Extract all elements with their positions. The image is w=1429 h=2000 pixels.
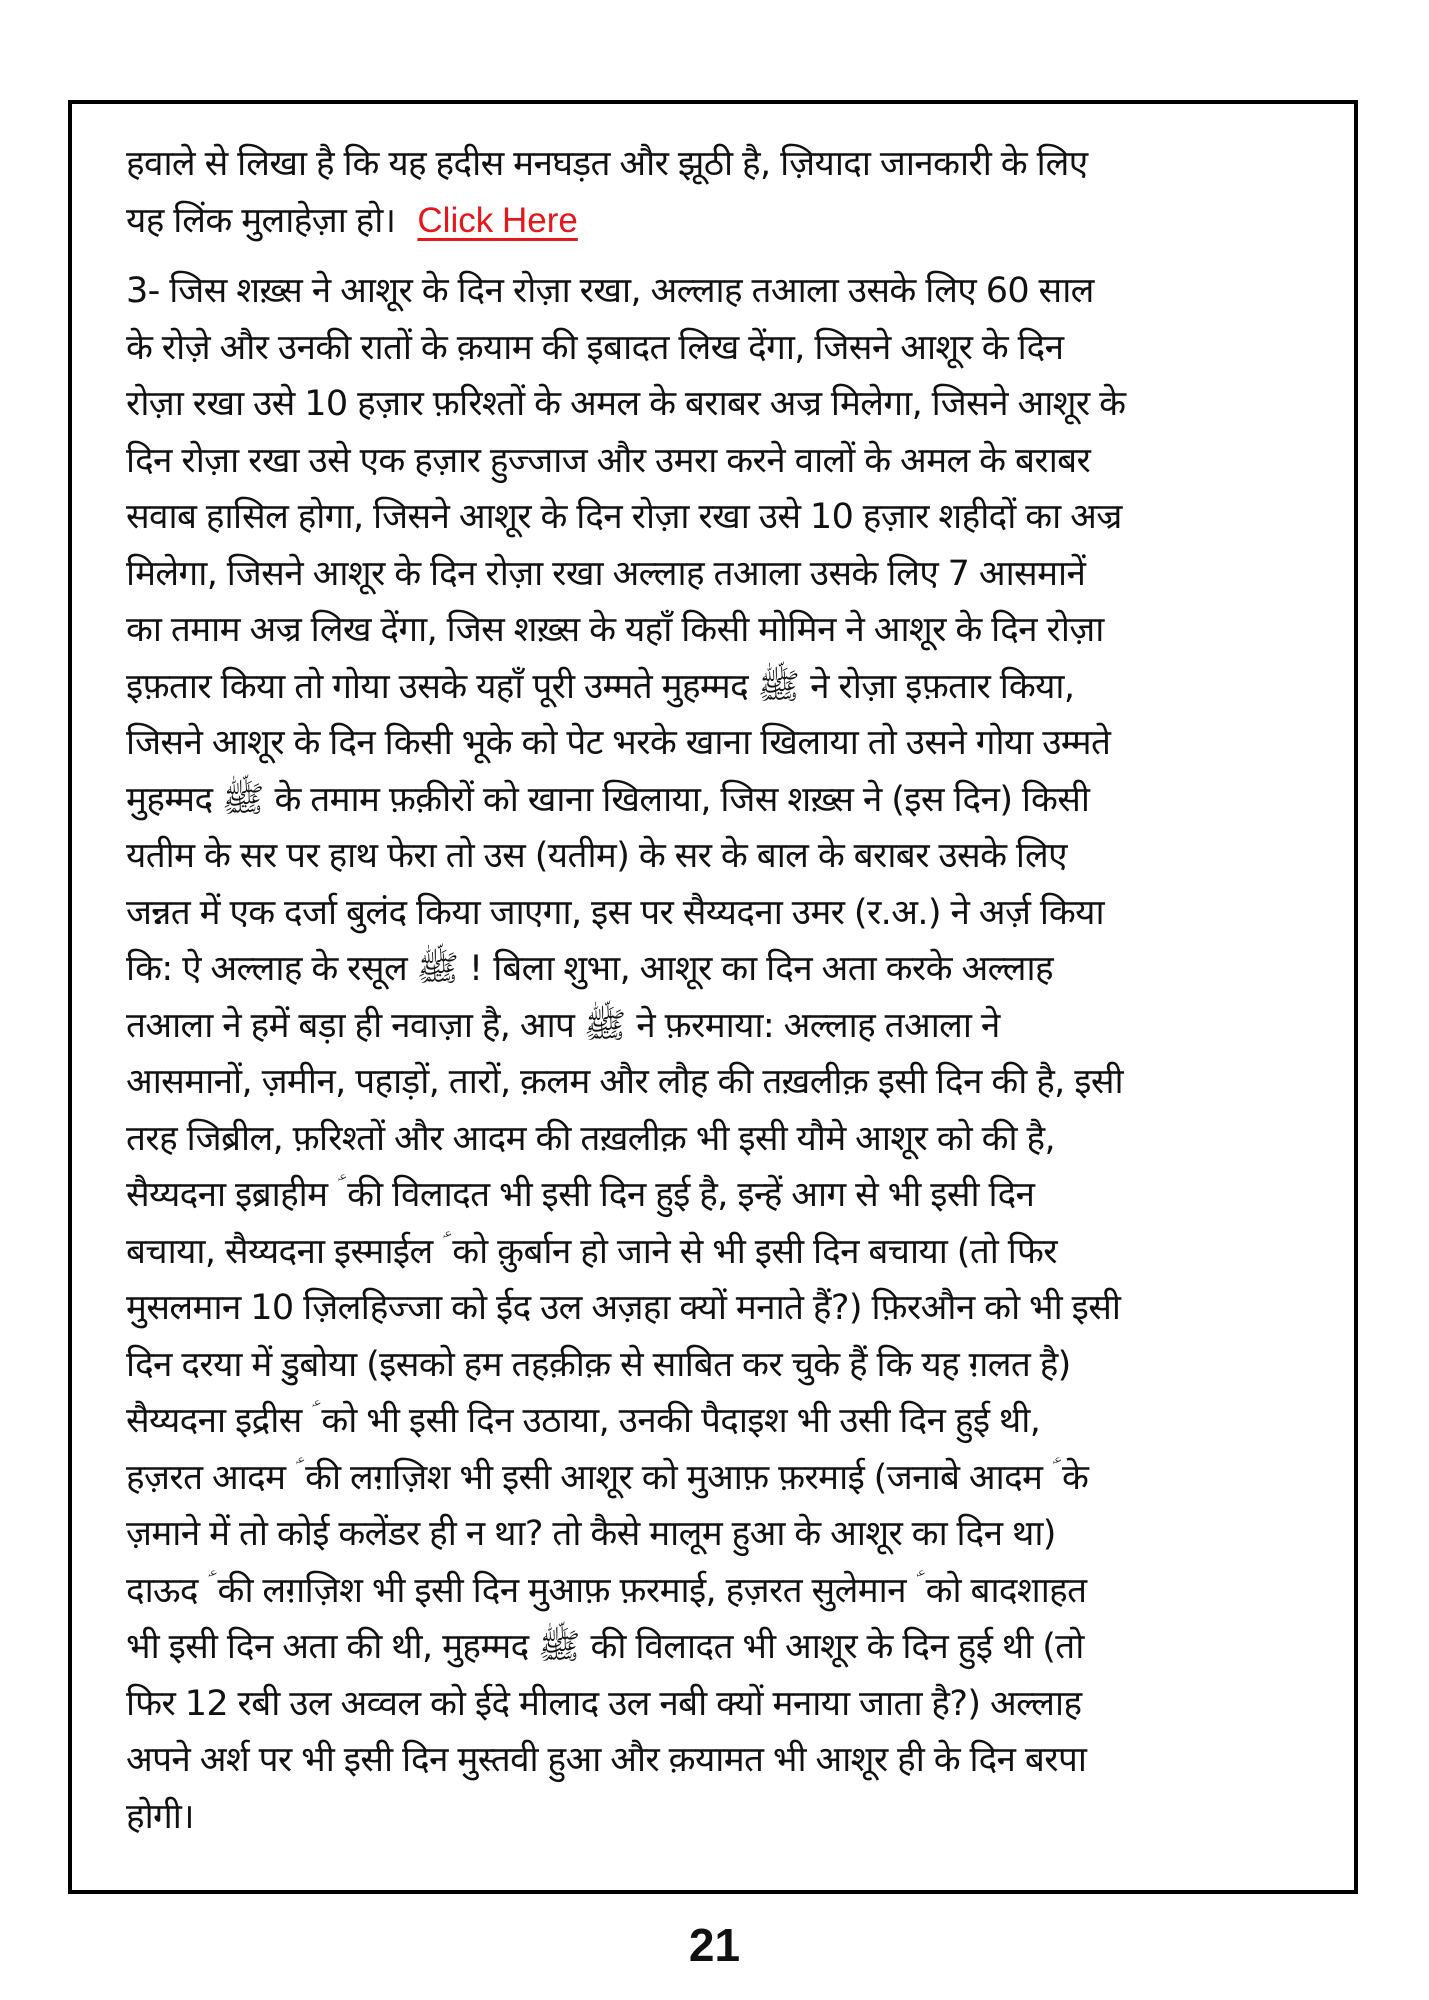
text-line: हज़रत आदम ؑ की लग़ज़िश भी इसी आशूर को मुआफ़ फ़रमाई (जनाबे आदम ؑ के [126, 1457, 1089, 1498]
text-line: दिन दरया में डुबोया (इसको हम तहक़ीक़ से साबित कर चुके हैं कि यह ग़लत है) [126, 1344, 1071, 1385]
text-line: सैय्यदना इद्रीस ؑ को भी इसी दिन उठाया, उनकी पैदाइश भी उसी दिन हुई थी, [126, 1401, 1041, 1441]
text-line: कि: ऐ अल्लाह के रसूल ﷺ ! बिला शुभा, आशूर का दिन अता करके अल्लाह [126, 949, 1053, 989]
text-line: रोज़ा रखा उसे 10 हज़ार फ़रिश्तों के अमल के बराबर अज्र मिलेगा, जिसने आशूर के [126, 384, 1126, 424]
page-number: 21 [688, 1919, 741, 1971]
text-line: होगी। [126, 1796, 194, 1837]
text-line: जिसने आशूर के दिन किसी भूके को पेट भरके खाना खिलाया तो उसने गोया उम्मते [126, 723, 1111, 763]
text-line: यह लिंक मुलाहेज़ा हो। [126, 200, 396, 241]
text-line: का तमाम अज्र लिख देंगा, जिस शख़्स के यहाँ किसी मोमिन ने आशूर के दिन रोज़ा [126, 610, 1104, 650]
text-line: दाऊद ؑ की लग़ज़िश भी इसी दिन मुआफ़ फ़रमाई, हज़रत सुलेमान ؑ को बादशाहत [126, 1570, 1087, 1611]
text-line: दिन रोज़ा रखा उसे एक हज़ार हुज्जाज और उमरा करने वालों के अमल के बराबर [126, 440, 1091, 481]
text-line: भी इसी दिन अता की थी, मुहम्मद ﷺ की विलादत भी आशूर के दिन हुई थी (तो [126, 1627, 1084, 1667]
page-content [126, 136, 1326, 1845]
text-line: मुहम्मद ﷺ के तमाम फ़क़ीरों को खाना खिलाया, जिस शख़्स ने (इस दिन) किसी [126, 779, 1090, 820]
text-line: तरह जिब्रील, फ़रिश्तों और आदम की तख़लीक़ भी इसी यौमे आशूर को की है, [126, 1118, 1056, 1159]
main-paragraph [126, 263, 1326, 1845]
text-line: सवाब हासिल होगा, जिसने आशूर के दिन रोज़ा रखा उसे 10 हज़ार शहीदों का अज्र [126, 497, 1122, 537]
text-line: इफ़तार किया तो गोया उसके यहाँ पूरी उम्मते मुहम्मद ﷺ ने रोज़ा इफ़तार किया, [126, 666, 1075, 707]
text-line: अपने अर्श पर भी इसी दिन मुस्तवी हुआ और क़यामत भी आशूर ही के दिन बरपा [126, 1740, 1087, 1780]
text-line: के रोज़े और उनकी रातों के क़याम की इबादत लिख देंगा, जिसने आशूर के दिन [126, 327, 1064, 368]
text-line: यतीम के सर पर हाथ फेरा तो उस (यतीम) के सर के बाल के बराबर उसके लिए [126, 836, 1067, 876]
text-line: सैय्यदना इब्राहीम ؑ की विलादत भी इसी दिन हुई है, इन्हें आग से भी इसी दिन [126, 1175, 1035, 1215]
text-line: तआला ने हमें बड़ा ही नवाज़ा है, आप ﷺ ने फ़रमाया: अल्लाह तआला ने [126, 1005, 1000, 1046]
text-line: ज़माने में तो कोई कलेंडर ही न था? तो कैसे मालूम हुआ के आशूर का दिन था) [126, 1514, 1056, 1554]
click-here-link[interactable]: Click Here [417, 200, 578, 240]
text-line: फिर 12 रबी उल अव्वल को ईदे मीलाद उल नबी क्यों मनाया जाता है?) अल्लाह [126, 1683, 1082, 1724]
text-line: आसमानों, ज़मीन, पहाड़ों, तारों, क़लम और लौह की तख़लीक़ इसी दिन की है, इसी [126, 1062, 1123, 1102]
text-line: हवाले से लिखा है कि यह हदीस मनघड़त और झूठी है, ज़ियादा जानकारी के लिए [126, 144, 1088, 184]
text-line: मुसलमान 10 ज़िलहिज्जा को ईद उल अज़हा क्यों मनाते हैं?) फ़िरऔन को भी इसी [126, 1288, 1121, 1328]
intro-paragraph [126, 136, 1326, 249]
text-line: जन्नत में एक दर्जा बुलंद किया जाएगा, इस पर सैय्यदना उमर (र.अ.) ने अर्ज़ किया [126, 892, 1104, 933]
text-line: मिलेगा, जिसने आशूर के दिन रोज़ा रखा अल्लाह तआला उसके लिए 7 आसमानें [126, 553, 1086, 594]
text-line: 3- जिस शख़्स ने आशूर के दिन रोज़ा रखा, अल्लाह तआला उसके लिए 60 साल [126, 271, 1094, 311]
text-line: बचाया, सैय्यदना इस्माईल ؑ को क़ुर्बान हो जाने से भी इसी दिन बचाया (तो फिर [126, 1231, 1057, 1272]
text-line-with-link [126, 193, 1326, 250]
